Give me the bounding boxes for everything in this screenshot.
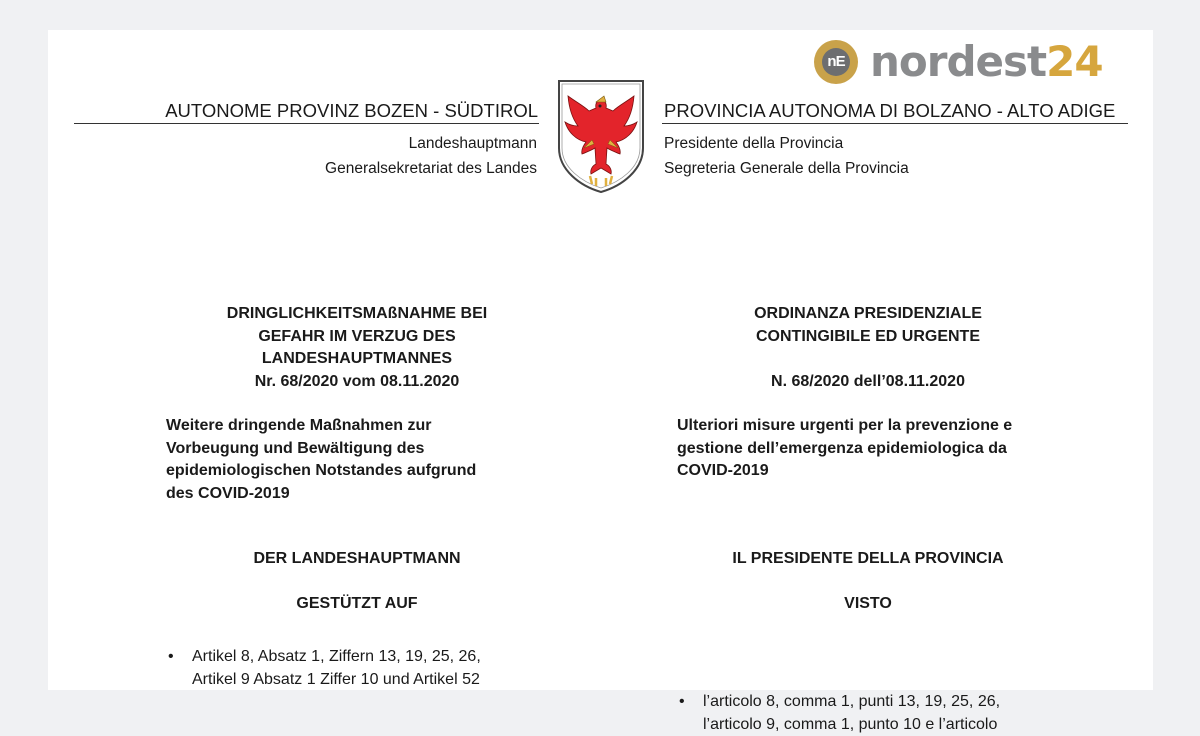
italian-title-spacer xyxy=(677,348,1059,371)
italian-title-line-1: ORDINANZA PRESIDENZIALE xyxy=(677,303,1059,326)
header-italian-line-1: Presidente della Provincia xyxy=(664,131,909,156)
header-subtitle-german xyxy=(325,131,537,181)
header-rule-left xyxy=(74,123,539,124)
header-title-italian: PROVINCIA AUTONOMA DI BOLZANO - ALTO ADIGE xyxy=(664,100,1115,122)
german-subject-line-1: Weitere dringende Maßnahmen zur xyxy=(166,415,548,438)
bullet-dot-icon: • xyxy=(168,646,174,669)
header-italian-line-2: Segreteria Generale della Provincia xyxy=(664,156,909,181)
watermark-number: 24 xyxy=(1046,37,1102,86)
italian-title xyxy=(677,303,1059,393)
italian-bullet-item xyxy=(677,691,1085,736)
watermark-name: nordest xyxy=(870,37,1046,86)
german-subject xyxy=(166,415,548,505)
german-bullet-item xyxy=(166,646,574,691)
german-subject-line-4: des COVID-2019 xyxy=(166,483,548,506)
nordest24-watermark xyxy=(814,38,1103,86)
bullet-dot-icon: • xyxy=(679,691,685,714)
header-subtitle-italian xyxy=(664,131,909,181)
german-bullet-line-2: Artikel 9 Absatz 1 Ziffer 10 und Artikel 52 xyxy=(192,669,574,692)
header-rule-right xyxy=(662,123,1128,124)
document-page xyxy=(48,30,1153,690)
italian-subject-line-3: COVID-2019 xyxy=(677,460,1059,483)
german-ordinance-number: Nr. 68/2020 vom 08.11.2020 xyxy=(166,371,548,394)
german-title-line-2: GEFAHR IM VERZUG DES xyxy=(166,326,548,349)
italian-subject xyxy=(677,415,1059,483)
logo-monogram: nE xyxy=(822,48,850,76)
german-subject-line-3: epidemiologischen Notstandes aufgrund xyxy=(166,460,548,483)
italian-heading-seen: VISTO xyxy=(677,595,1059,613)
italian-heading-authority: IL PRESIDENTE DELLA PROVINCIA xyxy=(677,550,1059,568)
nordest24-logo-icon xyxy=(814,40,858,84)
german-heading-based-on: GESTÜTZT AUF xyxy=(166,595,548,613)
header-german-line-1: Landeshauptmann xyxy=(325,131,537,156)
italian-subject-line-2: gestione dell’emergenza epidemiologica da xyxy=(677,438,1059,461)
german-title-line-3: LANDESHAUPTMANNES xyxy=(166,348,548,371)
german-heading-authority: DER LANDESHAUPTMANN xyxy=(166,550,548,568)
german-subject-line-2: Vorbeugung und Bewältigung des xyxy=(166,438,548,461)
italian-ordinance-number: N. 68/2020 dell’08.11.2020 xyxy=(677,371,1059,394)
provincial-eagle-crest-icon xyxy=(556,78,646,194)
header-german-line-2: Generalsekretariat des Landes xyxy=(325,156,537,181)
italian-title-line-2: CONTINGIBILE ED URGENTE xyxy=(677,326,1059,349)
watermark-wordmark xyxy=(870,38,1103,86)
italian-bullet-line-2: l’articolo 9, comma 1, punto 10 e l’articolo xyxy=(703,714,1085,736)
italian-bullet-line-1: l’articolo 8, comma 1, punti 13, 19, 25, 26, xyxy=(703,691,1085,714)
german-title-line-1: DRINGLICHKEITSMAßNAHME BEI xyxy=(166,303,548,326)
german-bullet-line-1: Artikel 8, Absatz 1, Ziffern 13, 19, 25, 26, xyxy=(192,646,574,669)
italian-subject-line-1: Ulteriori misure urgenti per la prevenzione e xyxy=(677,415,1059,438)
header-title-german: AUTONOME PROVINZ BOZEN - SÜDTIROL xyxy=(165,100,538,122)
german-title xyxy=(166,303,548,393)
